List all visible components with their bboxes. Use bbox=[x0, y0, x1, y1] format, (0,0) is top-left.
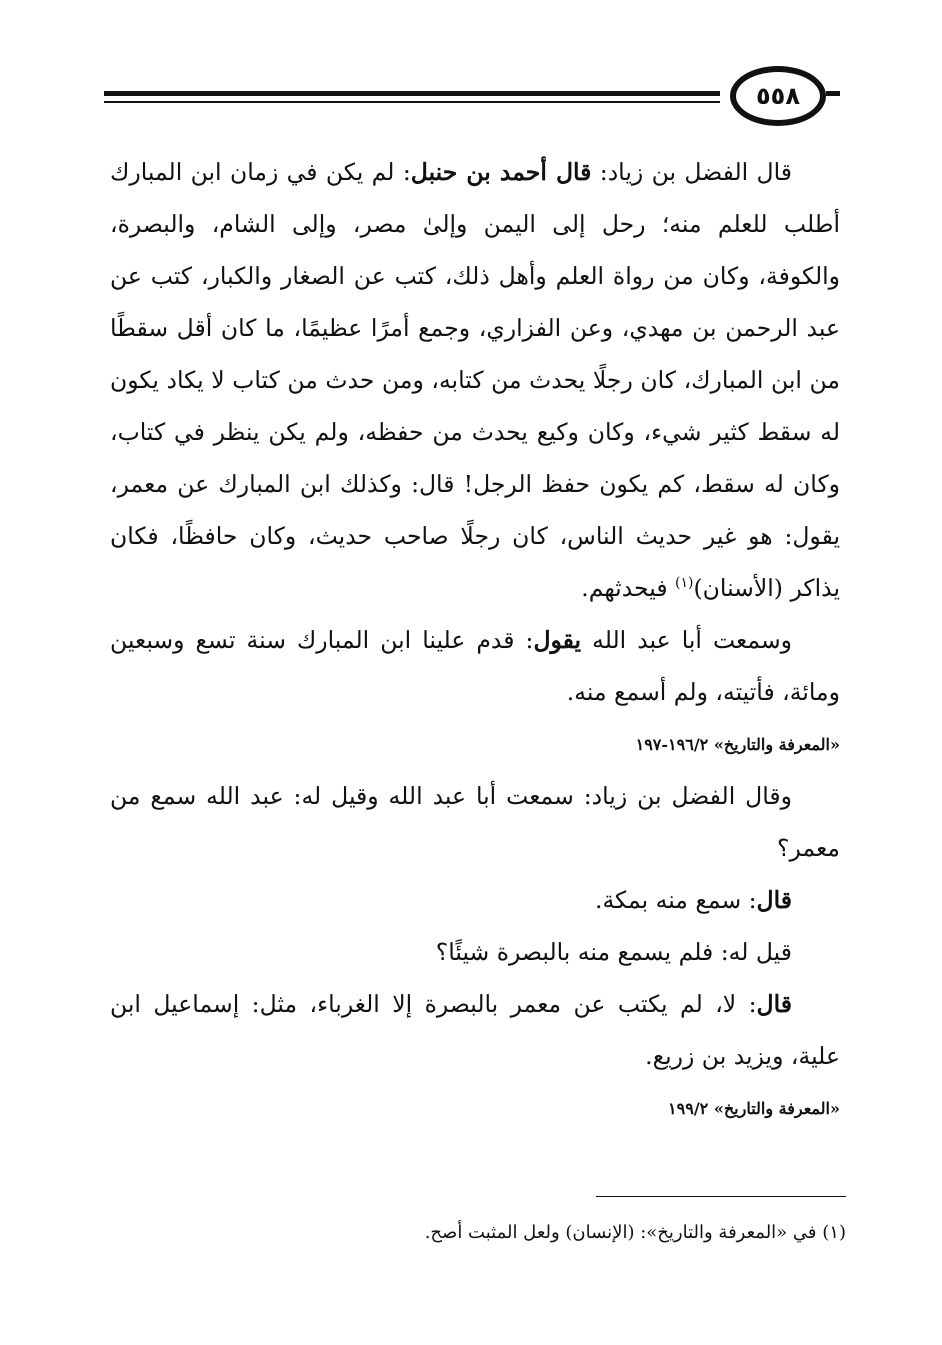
text-run: فيحدثهم. bbox=[581, 574, 676, 602]
text-run: قال الفضل بن زياد: bbox=[591, 158, 792, 186]
footnote-reference[interactable]: (١) bbox=[675, 575, 694, 592]
bold-run: قال أحمد بن حنبل bbox=[410, 158, 592, 186]
paragraph-4 bbox=[110, 874, 840, 926]
text-run: : لا، لم يكتب عن معمر بالبصرة إلا الغرباء، مثل: إسماعيل ابن علية، ويزيد بن زريع. bbox=[110, 990, 840, 1070]
paragraph-6 bbox=[110, 978, 840, 1082]
paragraph-1 bbox=[110, 146, 840, 614]
bold-run: يقول bbox=[533, 626, 582, 654]
text-run: : قدم علينا ابن المبارك سنة تسع وسبعين ومائة، فأتيته، ولم أسمع منه. bbox=[110, 626, 840, 706]
paragraph-5: قيل له: فلم يسمع منه بالبصرة شيئًا؟ bbox=[435, 938, 792, 966]
text-run: : لم يكن في زمان ابن المبارك أطلب للعلم منه؛ رحل إلى اليمن وإلىٰ مصر، وإلى الشام، والبصرة، والكوفة، وكان من رواة العلم وأهل ذلك، كتب عن الصغار والكبار، كتب عن عبد الرحمن بن مهدي، وعن الفزاري، وجمع أمرًا عظيمًا، ما كان أقل سقطًا من ابن المبارك، كان رجلًا يحدث من كتابه، ومن حدث من كتاب لا يكاد يكون له سقط كثير شيء، وكان وكيع يحدث من حفظه، ولم يكن ينظر في كتاب، وكان له سقط، كم يكون حفظ الرجل! قال: وكذلك ابن المبارك عن معمر، يقول: هو غير حديث الناس، كان رجلًا صاحب حديث، وكان حافظًا، فكان يذاكر (الأسنان) bbox=[110, 158, 840, 602]
footnote-separator bbox=[596, 1196, 846, 1197]
header-rule-thin bbox=[104, 101, 720, 103]
text-run: : سمع منه بمكة. bbox=[594, 886, 757, 914]
bold-run: قال bbox=[756, 886, 792, 914]
source-citation-2: «المعرفة والتاريخ» ١٩٩/٢ bbox=[668, 1099, 840, 1118]
header-rule-end bbox=[826, 91, 840, 96]
footnote bbox=[246, 1218, 846, 1248]
body-text bbox=[110, 146, 840, 1134]
bold-run: قال bbox=[756, 990, 792, 1018]
footnote-text: في «المعرفة والتاريخ»: (الإنسان) ولعل المثبت أصح. bbox=[424, 1222, 817, 1243]
page-number-badge: ٥٥٨ bbox=[730, 66, 826, 126]
paragraph-2 bbox=[110, 614, 840, 718]
header-rule-thick bbox=[104, 91, 720, 96]
text-run: وسمعت أبا عبد الله bbox=[581, 626, 792, 654]
source-citation-1: «المعرفة والتاريخ» ١٩٦/٢-١٩٧ bbox=[635, 735, 840, 754]
paragraph-3: وقال الفضل بن زياد: سمعت أبا عبد الله وقيل له: عبد الله سمع من معمر؟ bbox=[110, 782, 840, 862]
footnote-marker: (١) bbox=[822, 1222, 846, 1243]
page-header bbox=[104, 64, 840, 130]
